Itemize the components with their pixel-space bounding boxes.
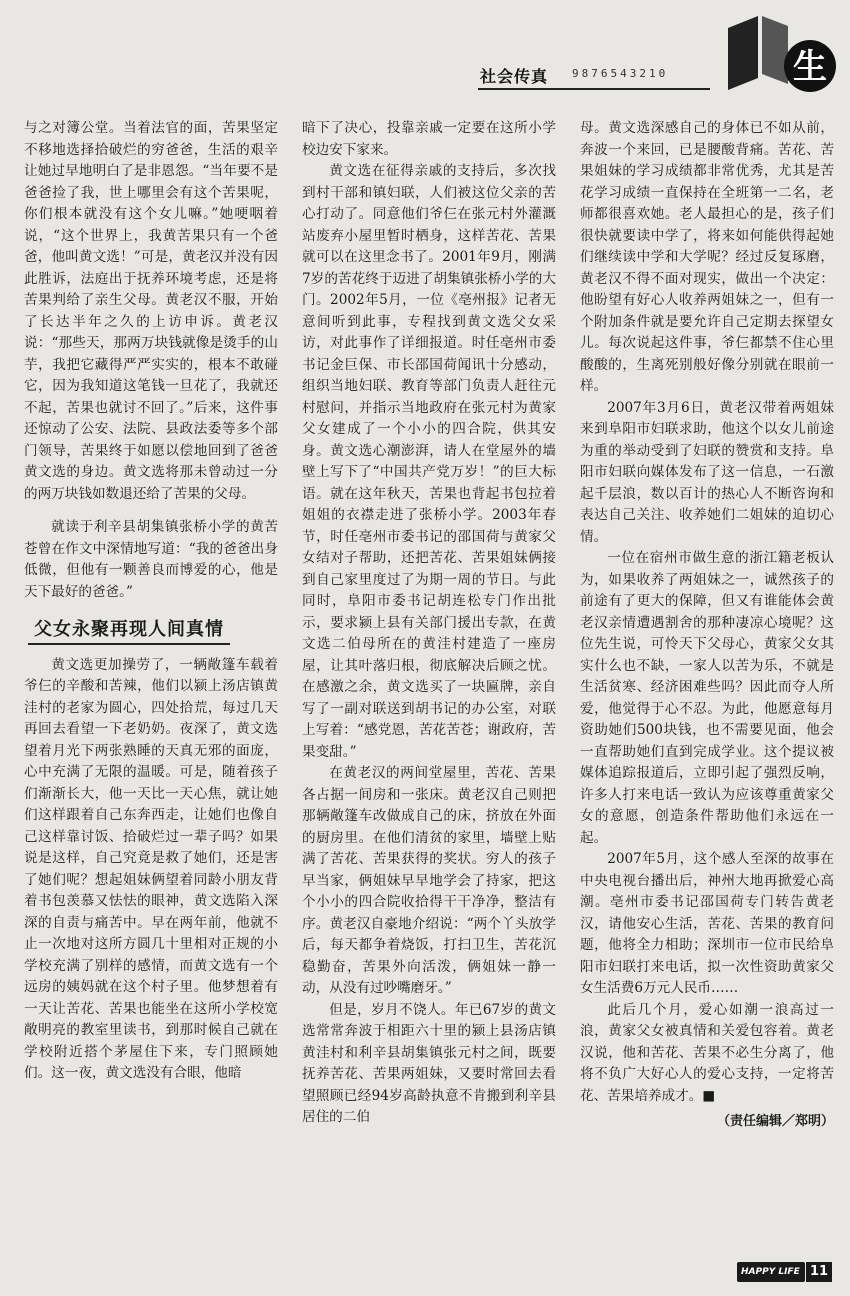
paragraph: 2007年3月6日，黄老汉带着两姐妹来到阜阳市妇联求助，他这个以女儿前途为重的举动受到了妇联的赞赏和支持。阜阳市妇联向媒体发布了这一信息，一石激起千层浪，数以百计的热心人不断咨询和表达自己关注、收养她们二姐妹的迫切心情。 <box>580 399 834 545</box>
paragraph: 暗下了决心，投靠亲戚一定要在这所小学校边安下家来。 <box>302 120 556 158</box>
paragraph: 就读于利辛县胡集镇张桥小学的黄苦苍曾在作文中深情地写道：“我的爸爸出身低微，但他有一颗善良而博爱的心，他是天下最好的爸爸。” <box>24 519 278 600</box>
paragraph: 一位在宿州市做生意的浙江籍老板认为，如果收养了两姐妹之一，诚然孩子的前途有了更大的保障，但又有谁能体会黄老汉亲情遭遇割舍的那种凄凉心境呢？这位先生说，可怜天下父母心，黄家父女其实什么也不缺，一家人以苦为乐，不就是生活贫寒、经济困难些吗？因此而夺人所爱，他觉得于心不忍。为此，他愿意每月资助她们500块钱，也不需要见面，他会一直帮助她们直到完成学业。这个提议被媒体追踪报道后，立即引起了强烈反响，许多人打来电话一致认为应该尊重黄家父女的意愿，创造条件帮助他们永远在一起。 <box>580 550 834 846</box>
header-rule <box>478 88 710 90</box>
paragraph: 在黄老汉的两间堂屋里，苦花、苦果各占据一间房和一张床。黄老汉自己则把那辆敞篷车改做成自己的床，挤放在外面的厨房里。在他们清贫的家里，墙壁上贴满了苦花、苦果获得的奖状。穷人的孩子早当家，俩姐妹早早地学会了持家，把这个小小的四合院收拾得干干净净，整洁有序。黄老汉自豪地介绍说：“两个丫头放学后，每天都争着烧饭，打扫卫生，苦花沉稳勤奋，苦果外向活泼，俩姐妹一静一动，从没有过吵嘴磨牙。” <box>302 765 556 996</box>
paragraph: 与之对簿公堂。当着法官的面，苦果坚定不移地选择拾破烂的穷爸爸，生活的艰辛让她过早地明白了是非恩怨。“当年要不是爸爸捡了我，世上哪里会有这个苦果呢，你们根本就没有这个女儿嘛。”她哽咽着说，“这个世界上，我黄苦果只有一个爸爸，他叫黄文选！”可是，黄老汉并没有因此胜诉，法庭出于抚养环境考虑，还是将苦果判给了亲生父母。黄老汉不服，开始了长达半年之久的上访申诉。黄老汉说：“那些天，那两万块钱就像是烫手的山芋，我把它藏得严严实实的，根本不敢碰它，因为我知道这笔钱一旦花了，我就还不起，苦果也就讨不回了。”后来，这件事还惊动了公安、法院、县政法委等多个部门领导，苦果终于如愿以偿地回到了爸爸黄文选的身边。黄文选将那未曾动过一分的两万块钱如数退还给了苦果的父母。 <box>24 120 278 502</box>
column-1 <box>24 118 278 1085</box>
paragraph: 此后几个月，爱心如潮一浪高过一浪，黄家父女被真情和关爱包容着。黄老汉说，他和苦花、苦果不必生分离了，他将不负广大好心人的爱心支持，一定将苦花、苦果培养成才。■ <box>580 1001 834 1104</box>
paragraph: 黄文选更加操劳了，一辆敞篷车载着爷仨的辛酸和苦辣，他们以颍上汤店镇黄洼村的老家为圆心，四处拾荒，每过几天再回去看望一下老奶奶。夜深了，黄文选望着月光下两张熟睡的天真无邪的面庞，心中充满了无限的温暖。可是，随着孩子们渐渐长大，他一天比一天心焦，就让她们这样跟着自己东奔西走，让她们也像自己这样靠讨饭、拾破烂过一辈子吗？如果说是这样，自己究竟是救了她们，还是害了她们呢？想起姐妹俩望着同龄小朋友背着书包羡慕又怯怯的眼神，黄文选陷入深深的自责与痛苦中。早在两年前，他就不止一次地对这所方圆几十里相对正规的小学校充满了别样的感情，而黄文选有一个远房的姨妈就在这个村子里。他梦想着有一天让苦花、苦果也能坐在这所小学校宽敞明亮的教室里读书，到那时候自己就在学校附近搭个茅屋住下来，专门照顾她们。这一夜，黄文选没有合眼，他暗 <box>24 656 278 1081</box>
column-3 <box>580 118 834 1133</box>
paragraph: 2007年5月，这个感人至深的故事在中央电视台播出后，神州大地再掀爱心高潮。亳州市委书记邵国荷专门转告黄老汉，请他安心生活，苦花、苦果的教育问题，他将全力相助；深圳市一位市民给阜阳市妇联打来电话，拟一次性资助黄家父女生活费6万元人民币…… <box>580 851 834 996</box>
section-title: 社会传真 <box>480 67 549 86</box>
paragraph: 黄文选在征得亲戚的支持后，多次找到村干部和镇妇联，人们被这位父亲的苦心打动了。同意他们爷仨在张元村外灌溉站废弃小屋里暂时栖身，这样苦花、苦果就可以在这里念书了。2001年9月，刚满7岁的苦花终于迈进了胡集镇张桥小学的大门。2002年5月，一位《亳州报》记者无意间听到此事，专程找到黄文选父女采访，对此事作了详细报道。时任亳州市委书记金巨保、市长邵国荷闻讯十分感动，组织当地妇联、教育等部门负责人赶往元村慰问，并指示当地政府在张元村为黄家父女建成了一个小小的四合院，供其安身。黄文选心潮澎湃，请人在堂屋外的墙壁上写下了“中国共产党万岁！”的巨大标语。就在这年秋天，苦果也背起书包拉着姐姐的衣襟走进了张桥小学。2003年春节，时任亳州市委书记的邵国荷与黄家父女结对子帮助，还把苦花、苦果姐妹俩接到自己家里度过了为期一周的节日。与此同时，阜阳市委书记胡连松专门作出批示，要求颍上县有关部门援出专款，在黄文选二伯母所在的黄洼村建造了一座房屋，让其叶落归根，彻底解决后顾之忧。在感激之余，黄文选买了一块匾牌，亲自写了一副对联送到胡书记的办公室，对联上写着：“感党恩，苦花苦苍；谢政府，苦果变甜。” <box>302 163 556 760</box>
paragraph: 但是，岁月不饶人。年已67岁的黄文选常常奔波于相距六十里的颍上县汤店镇黄洼村和利辛县胡集镇张元村之间，既要抚养苦花、苦果两姐妹，又要时常回去看望照顾已经94岁高龄执意不肯搬到利辛县居住的二伯 <box>302 1001 556 1125</box>
paragraph: 母。黄文选深感自己的身体已不如从前，奔波一个来回，已是腰酸背痛。苦花、苦果姐妹的学习成绩都非常优秀，尤其是苦花学习成绩一直保持在全班第一二名，老师都很喜欢她。老人最担心的是，孩子们很快就要读中学了，将来如何能供得起她们继续读中学和大学呢？经过反复琢磨，黄老汉不得不面对现实，做出一个决定：他盼望有好心人收养两姐妹之一，但有一个附加条件就是要允许自己定期去探望女儿。每次说起这件事，爷仨都禁不住心里酸酸的，生离死别般好像分别就在眼前一样。 <box>580 120 834 394</box>
header-digits: 9876543210 <box>572 67 669 80</box>
editor-credit: （责任编辑／郑明） <box>716 1114 834 1129</box>
happy-life-logo: HAPPY LIFE <box>737 1262 805 1282</box>
page-number: 11 <box>806 1262 832 1282</box>
section-subheading: 父女永聚再现人间真情 <box>28 617 230 645</box>
corner-logo-graphic <box>718 8 842 100</box>
logo-character: 生 <box>793 47 827 87</box>
page-header <box>0 0 850 110</box>
column-2 <box>302 118 556 1129</box>
